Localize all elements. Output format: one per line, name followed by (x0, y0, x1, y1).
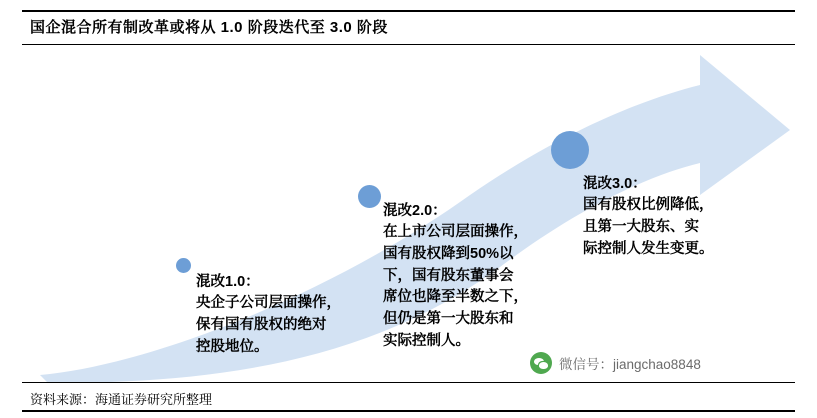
stage-2-line-1: 在上市公司层面操作， (383, 224, 528, 241)
stage-block-2 (383, 201, 578, 353)
stage-2-line-5: 但仍是第一大股东和 (383, 311, 514, 328)
wechat-icon (530, 352, 552, 374)
stage-1-heading: 混改1.0： (196, 274, 260, 290)
page-title: 国企混合所有制改革或将从 1.0 阶段迭代至 3.0 阶段 (30, 19, 388, 36)
stage-1-body (196, 293, 376, 358)
watermark-label: 微信号：jiangchao8848 (559, 357, 701, 372)
title-rule-top (22, 10, 795, 12)
milestone-dot-stage-3 (551, 131, 589, 169)
stage-block-1 (196, 272, 376, 358)
source-note: 资料来源：海通证券研究所整理 (30, 392, 213, 407)
stage-1-line-1: 央企子公司层面操作， (196, 295, 341, 312)
stage-2-line-2: 国有股权降到50%以 (383, 245, 514, 262)
milestone-dot-stage-1 (176, 258, 191, 273)
stage-2-line-6: 实际控制人。 (383, 332, 470, 349)
stage-3-line-2: 且第一大股东、实 (583, 218, 699, 235)
stage-2-line-3: 下，国有股东董事会 (383, 267, 514, 284)
footer-rule-top (22, 382, 795, 383)
stage-1-line-2: 保有国有股权的绝对 (196, 316, 327, 333)
stage-block-3 (583, 174, 763, 260)
stage-3-body (583, 195, 763, 260)
stage-3-line-1: 国有股权比例降低， (583, 197, 714, 214)
stage-3-line-3: 际控制人发生变更。 (583, 240, 714, 257)
stage-2-heading: 混改2.0： (383, 203, 447, 219)
footer-rule-bottom (22, 410, 795, 412)
stage-2-body (383, 222, 578, 353)
stage-2-line-4: 席位也降至半数之下， (383, 289, 528, 306)
watermark (530, 352, 701, 374)
stage-1-line-3: 控股地位。 (196, 338, 269, 355)
stage-3-heading: 混改3.0： (583, 176, 647, 192)
milestone-dot-stage-2 (358, 185, 381, 208)
